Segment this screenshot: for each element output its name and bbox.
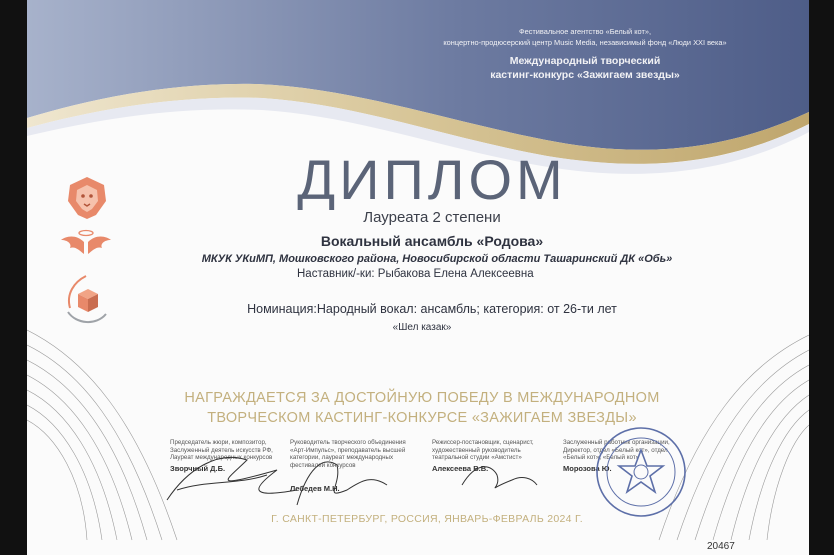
wings-logo-icon — [60, 228, 112, 260]
nomination-line: Номинация:Народный вокал: ансамбль; категория: от 26-ти лет — [247, 302, 617, 316]
signature-name-3: Алексеева В.В. — [432, 463, 489, 473]
organization-name: МКУК УКиМП, Мошковского района, Новосибирской области Ташаринский ДК «Обь» — [201, 253, 673, 265]
signature-name-2: Лебедев М.Н. — [290, 484, 340, 494]
lion-logo-icon — [64, 175, 110, 221]
award-line-2: ТВОРЧЕСКОМ КАСТИНГ-КОНКУРСЕ «ЗАЖИГАЕМ ЗВЕЗДЫ» — [207, 410, 637, 426]
contest-name-line-2: кастинг-конкурс «Зажигаем звезды» — [490, 69, 680, 81]
round-stamp-icon — [595, 426, 687, 518]
signature-role-3: Режиссер-постановщик, сценарист, художественный руководитель театральной студии «Амстист» — [432, 439, 534, 462]
signature-name-1: Зворчный Д.Б. — [170, 463, 226, 473]
mentor-line: Наставник/-ки: Рыбакова Елена Алексеевна — [297, 268, 534, 280]
signature-role-1: Председатель жюри, композитор, Заслуженный деятель искусств РФ, Лауреат международных конкурсов — [170, 439, 273, 462]
city-date: Г. САНКТ-ПЕТЕРБУРГ, РОССИЯ, ЯНВАРЬ-ФЕВРАЛЬ 2024 Г. — [271, 513, 583, 525]
header — [395, 26, 775, 82]
ensemble-name: Вокальный ансамбль «Родова» — [320, 233, 544, 249]
signature-role-4: Заслуженный работник организации, Директор, отдел «Белый кот», отдел «Белый кот», «Белый кот» — [563, 439, 670, 462]
award-text — [127, 388, 717, 428]
signature-name-4: Морозова Ю. — [563, 463, 612, 473]
laureate-degree: Лауреата 2 степени — [363, 209, 501, 226]
diploma-number: 20467 — [707, 541, 735, 552]
organizers-line-2: концертно-продюсерский центр Music Media, независимый фонд «Люди XXI века» — [443, 38, 727, 47]
diploma-page — [27, 0, 809, 555]
award-line-1: НАГРАЖДАЕТСЯ ЗА ДОСТОЙНУЮ ПОБЕДУ В МЕЖДУНАРОДНОМ — [184, 390, 660, 406]
diploma-title: ДИПЛОМ — [297, 148, 567, 211]
contest-name-line-1: Международный творческий — [509, 55, 661, 67]
cube-logo-icon — [62, 272, 110, 328]
song-title: «Шел казак» — [392, 322, 452, 333]
signature-role-2: Руководитель творческого объединения «Арт-Импульс», преподаватель высшей категории, лауреат международных фестивалей конкурсов — [290, 439, 406, 469]
organizers-line-1: Фестивальное агентство «Белый кот», — [518, 27, 652, 36]
